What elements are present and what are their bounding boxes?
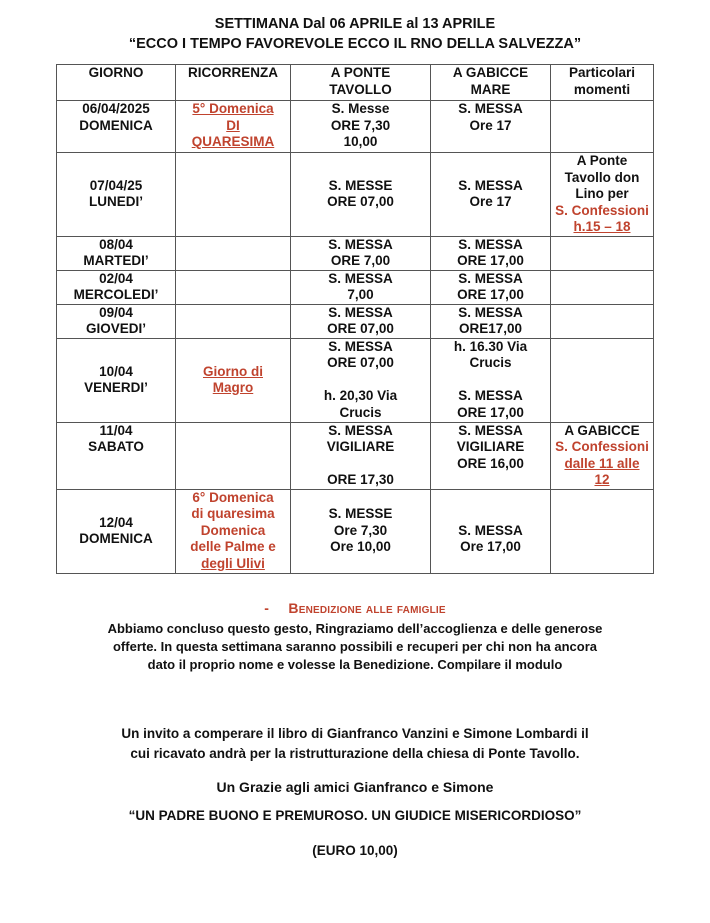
cell-giorno: 07/04/25 LUNEDI’ — [57, 153, 176, 237]
table-row — [57, 304, 654, 338]
cell-particolari: A GABICCE S. Confessioni dalle 11 alle 12 — [551, 422, 654, 489]
cell-ricorrenza: 5° Domenica DI QUARESIMA — [176, 101, 291, 153]
cell-ricorrenza — [176, 270, 291, 304]
table-row — [57, 422, 654, 489]
cell-gabicce: S. MESSA ORE 17,00 — [431, 270, 551, 304]
paragraph-line: offerte. In questa settimana saranno possibili e recuperi per chi non ha ancora — [112, 639, 597, 654]
benedizione-title: Benedizione alle famiglie — [288, 600, 446, 616]
cell-particolari — [551, 489, 654, 573]
cell-ricorrenza: Giorno di Magro — [176, 338, 291, 422]
cell-gabicce: S. MESSA ORE 17,00 — [431, 236, 551, 270]
cell-particolari — [551, 236, 654, 270]
benedizione-heading — [0, 600, 710, 616]
grazie-line: Un Grazie agli amici Gianfranco e Simone — [216, 779, 494, 795]
table-row — [57, 153, 654, 237]
cell-ponte-tavollo: S. MESSE Ore 7,30 Ore 10,00 — [291, 489, 431, 573]
table-row — [57, 489, 654, 573]
schedule-table — [56, 64, 654, 574]
table-row — [57, 236, 654, 270]
table-row — [57, 270, 654, 304]
paragraph-line: cui ricavato andrà per la ristrutturazione della chiesa di Ponte Tavollo. — [130, 746, 580, 761]
header-gabicce-mare: A GABICCE MARE — [431, 65, 551, 101]
cell-gabicce: S. MESSA Ore 17,00 — [431, 489, 551, 573]
cell-gabicce: S. MESSA Ore 17 — [431, 153, 551, 237]
cell-giorno: 11/04 SABATO — [57, 422, 176, 489]
cell-ponte-tavollo: S. MESSE ORE 07,00 — [291, 153, 431, 237]
cell-gabicce: h. 16.30 Via Crucis S. MESSA ORE 17,00 — [431, 338, 551, 422]
cell-ponte-tavollo: S. MESSA VIGILIARE ORE 17,30 — [291, 422, 431, 489]
book-price: (EURO 10,00) — [312, 843, 398, 858]
paragraph-line: Abbiamo concluso questo gesto, Ringraziamo dell’accoglienza e delle generose — [107, 621, 603, 636]
cell-gabicce: S. MESSA Ore 17 — [431, 101, 551, 153]
cell-ricorrenza — [176, 236, 291, 270]
cell-ponte-tavollo: S. MESSA 7,00 — [291, 270, 431, 304]
cell-ricorrenza — [176, 422, 291, 489]
book-title: “UN PADRE BUONO E PREMUROSO. UN GIUDICE MISERICORDIOSO” — [128, 808, 582, 823]
benedizione-paragraph — [0, 620, 710, 674]
header-particolari: Particolari momenti — [551, 65, 654, 101]
bullet-dash: - — [264, 600, 269, 616]
cell-gabicce: S. MESSA ORE17,00 — [431, 304, 551, 338]
paragraph-line: Un invito a comperare il libro di Gianfranco Vanzini e Simone Lombardi il — [121, 726, 589, 741]
cell-giorno: 08/04 MARTEDI’ — [57, 236, 176, 270]
cell-ponte-tavollo: S. Messe ORE 7,30 10,00 — [291, 101, 431, 153]
cell-giorno: 06/04/2025 DOMENICA — [57, 101, 176, 153]
week-motto: “ECCO I TEMPO FAVOREVOLE ECCO IL RNO DELLA SALVEZZA” — [128, 36, 582, 52]
header-giorno: GIORNO — [57, 65, 176, 101]
cell-giorno: 09/04 GIOVEDI’ — [57, 304, 176, 338]
header-ricorrenza: RICORRENZA — [176, 65, 291, 101]
cell-giorno: 12/04 DOMENICA — [57, 489, 176, 573]
table-header-row — [57, 65, 654, 101]
cell-particolari: A Ponte Tavollo don Lino per S. Confessioni h.15 – 18 — [551, 153, 654, 237]
cell-giorno: 10/04 VENERDI’ — [57, 338, 176, 422]
paragraph-line: dato il proprio nome e volesse la Benedizione. Compilare il modulo — [147, 657, 563, 672]
cell-ponte-tavollo: S. MESSA ORE 7,00 — [291, 236, 431, 270]
cell-particolari — [551, 270, 654, 304]
cell-ponte-tavollo: S. MESSA ORE 07,00 — [291, 304, 431, 338]
cell-giorno: 02/04 MERCOLEDI’ — [57, 270, 176, 304]
week-title: SETTIMANA Dal 06 APRILE al 13 APRILE — [214, 16, 496, 32]
cell-particolari — [551, 338, 654, 422]
cell-gabicce: S. MESSA VIGILIARE ORE 16,00 — [431, 422, 551, 489]
table-row — [57, 101, 654, 153]
cell-particolari — [551, 101, 654, 153]
cell-ricorrenza — [176, 153, 291, 237]
cell-ponte-tavollo: S. MESSA ORE 07,00 h. 20,30 Via Crucis — [291, 338, 431, 422]
invito-paragraph — [0, 724, 710, 764]
header-ponte-tavollo: A PONTE TAVOLLO — [291, 65, 431, 101]
cell-particolari — [551, 304, 654, 338]
cell-ricorrenza: 6° Domenica di quaresima Domenica delle Palme e degli Ulivi — [176, 489, 291, 573]
table-row — [57, 338, 654, 422]
cell-ricorrenza — [176, 304, 291, 338]
